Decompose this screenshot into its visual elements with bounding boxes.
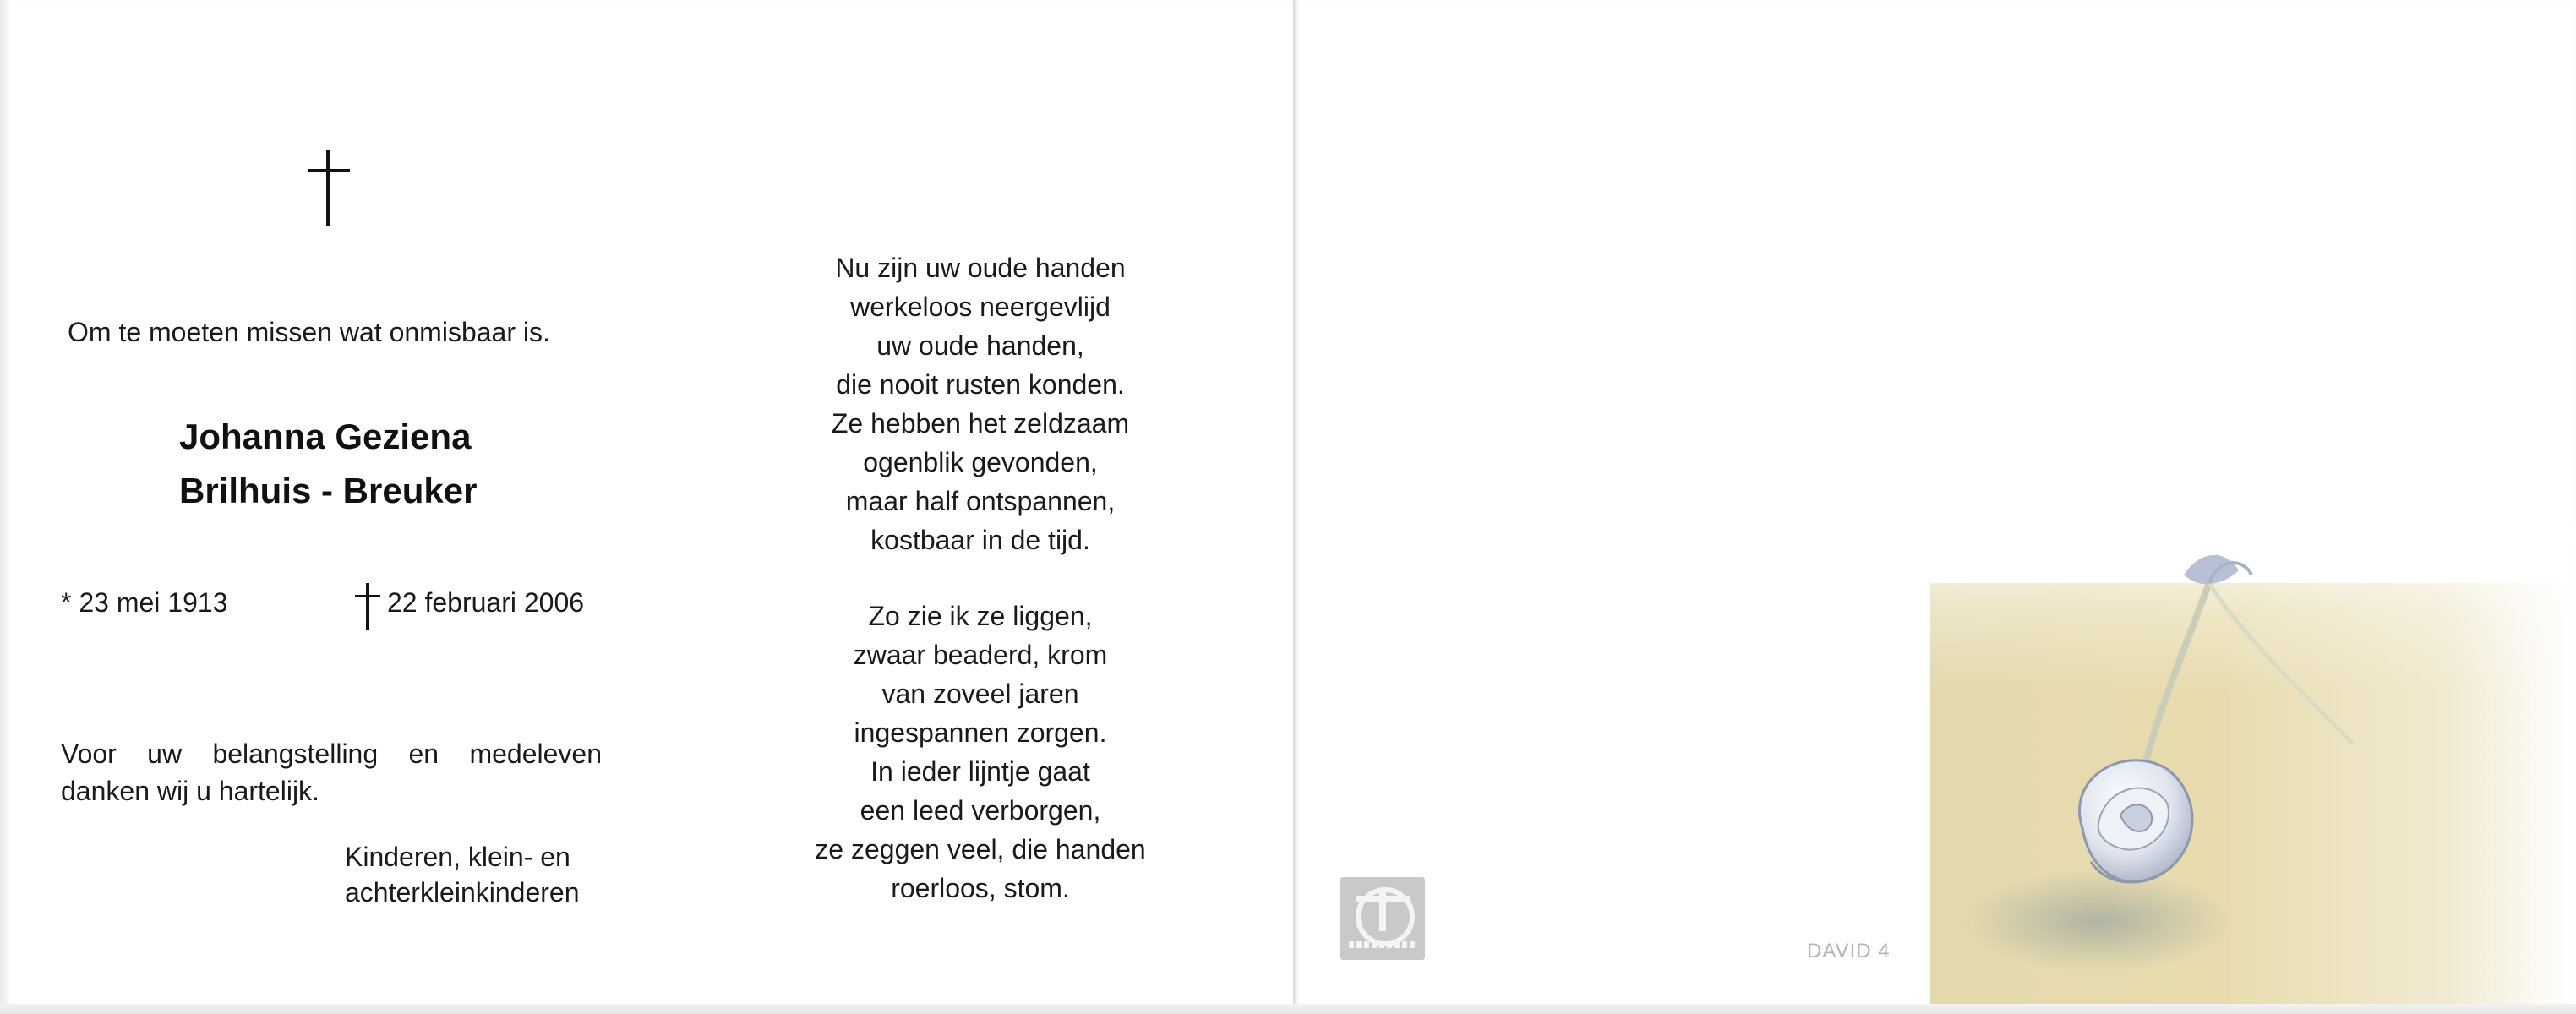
signature-line: achterkleinkinderen <box>345 877 580 908</box>
rose-illustration <box>1930 524 2576 1004</box>
card-bottom-edge <box>0 1004 2576 1014</box>
card-fold <box>1293 0 1300 1014</box>
thanks-line: danken wij u hartelijk. <box>61 776 319 806</box>
death-cross-icon <box>355 583 380 630</box>
poem-line: uw oude handen, <box>876 330 1084 361</box>
intro-text: Om te moeten missen wat onmisbaar is. <box>68 317 550 347</box>
poem-line: Nu zijn uw oude handen <box>835 253 1126 283</box>
stanza-break <box>761 559 1200 597</box>
poem-line: In ieder lijntje gaat <box>870 756 1090 787</box>
deceased-first-names: Johanna Geziena <box>179 417 472 456</box>
card-code: DAVID 4 <box>1807 940 1891 962</box>
poem-line: ogenblik gevonden, <box>863 447 1098 477</box>
poem-line: roerloos, stom. <box>891 873 1070 903</box>
poem-line: werkeloos neergevlijd <box>850 292 1111 322</box>
thanks-paragraph <box>61 735 602 810</box>
poem-line: maar half ontspannen, <box>845 486 1116 516</box>
poem-line: ingespannen zorgen. <box>854 717 1107 748</box>
poem-line: een leed verborgen, <box>860 795 1101 826</box>
poem-line: die nooit rusten konden. <box>836 369 1125 400</box>
poem-line: Zo zie ik ze liggen, <box>868 601 1093 631</box>
poem-line: ze zeggen veel, die handen <box>815 834 1146 864</box>
death-date: 22 februari 2006 <box>387 587 585 618</box>
cross-icon <box>308 150 350 226</box>
poem <box>761 248 1200 908</box>
birth-date: * 23 mei 1913 <box>61 587 228 618</box>
poem-line: zwaar beaderd, krom <box>853 640 1108 670</box>
thanks-line: Voor uw belangstelling en medeleven <box>61 739 602 769</box>
deceased-surnames: Brilhuis - Breuker <box>179 471 478 510</box>
poem-line: van zoveel jaren <box>881 679 1079 709</box>
poem-line: Ze hebben het zeldzaam <box>831 408 1130 439</box>
printer-logo <box>1340 877 1425 960</box>
poem-line: kostbaar in de tijd. <box>870 525 1090 555</box>
signature-line: Kinderen, klein- en <box>345 842 570 872</box>
